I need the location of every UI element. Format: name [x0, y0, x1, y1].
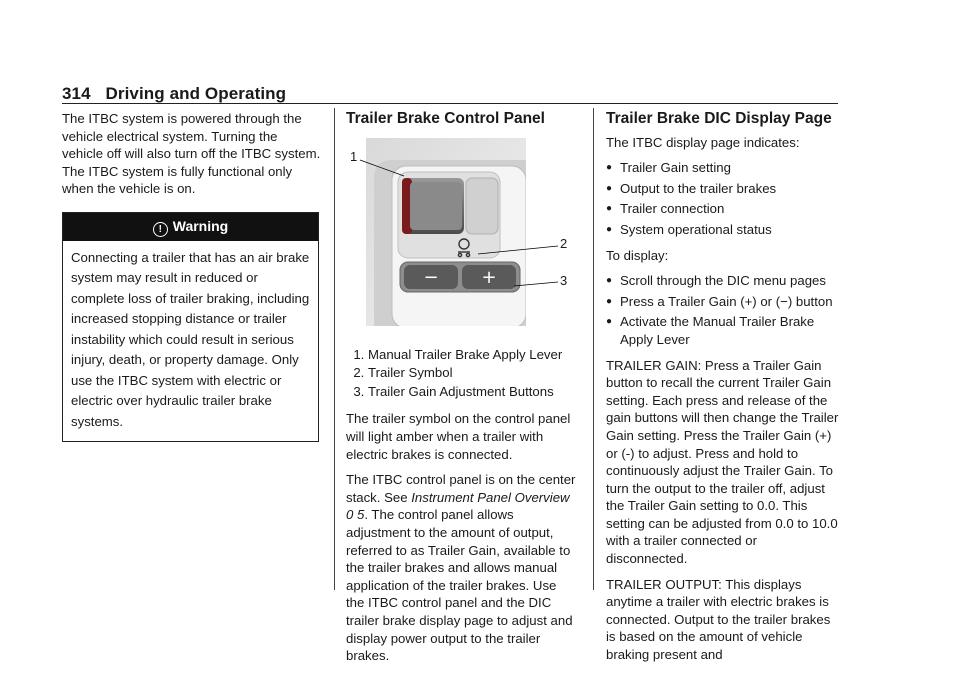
- list-item: ● Trailer connection: [606, 200, 842, 218]
- page-header: [62, 84, 286, 104]
- paragraph-text: . The control panel allows adjustment to the amount of output, referred to as Trailer Gain, available to the trailer brakes and allows manual application of the trailer brakes. Use the ITBC control panel and the DIC trailer brake display page to adjust and display power output to the trailer brakes.: [346, 507, 573, 664]
- callout-lines: [346, 134, 576, 334]
- list-item: ● Scroll through the DIC menu pages: [606, 272, 842, 290]
- instrument-panel-link[interactable]: Instrument Panel Overview: [411, 489, 570, 505]
- intro-paragraph: The ITBC system is powered through the vehicle electrical system. Turning the vehicle off will also turn off the ITBC system. The ITBC system is fully functional only when the vehicle is on.: [62, 111, 321, 197]
- page-number: 314: [62, 84, 91, 103]
- list-item: ● Activate the Manual Trailer Brake Apply Lever: [606, 313, 842, 348]
- list-item: ● Press a Trailer Gain (+) or (−) button: [606, 293, 842, 311]
- to-display-label: To display:: [606, 247, 669, 263]
- callout-2: 2: [560, 235, 568, 251]
- plus-button-label: +: [481, 266, 497, 288]
- paragraph-text: The ITBC control panel is on the center stack. See: [346, 472, 576, 505]
- display-steps-list: [606, 272, 842, 348]
- warning-body: Connecting a trailer that has an air brake system may result in reduced or complete loss of trailer braking, including increased stopping distance or trailer instability which could result in serious injury, death, or property damage. Only use the ITBC system with electric or electric over hydraulic trailer brake systems.: [71, 249, 310, 429]
- warning-box: [62, 212, 319, 443]
- column-3: [606, 110, 842, 672]
- list-item: 2. Trailer Symbol: [368, 364, 578, 382]
- callout-3: 3: [560, 272, 568, 288]
- section-heading-control-panel: Trailer Brake Control Panel: [346, 110, 545, 127]
- column-2: [346, 110, 578, 673]
- trailer-gain-paragraph: TRAILER GAIN: Press a Trailer Gain button to recall the current Trailer Gain setting. Each press and release of the gain buttons will then change the Trailer Gain setting. Press the Trailer Gain (+) or (-) to adjust. Press and hold to continuously adjust the Trailer Gain. To turn the output to the trailer off, adjust the Trailer Gain setting to 0.0. This setting can be adjusted from 0.0 to 10.0 with a trailer connected or disconnected.: [606, 357, 839, 567]
- list-item: ● Trailer Gain setting: [606, 159, 842, 177]
- control-panel-paragraph: [346, 471, 578, 665]
- list-item: 1. Manual Trailer Brake Apply Lever: [368, 346, 578, 364]
- page-reference: 0 5: [346, 507, 365, 523]
- trailer-output-paragraph: TRAILER OUTPUT: This displays anytime a trailer with electric brakes is connected. Output to the trailer brakes is based on the amount of vehicle braking present and: [606, 576, 831, 663]
- minus-button-label: −: [423, 266, 439, 288]
- list-item: ● System operational status: [606, 221, 842, 239]
- trailer-symbol-paragraph: The trailer symbol on the control panel will light amber when a trailer with electric brakes is connected.: [346, 411, 571, 462]
- warning-circle-icon: !: [153, 222, 168, 237]
- column-divider-1: [334, 108, 335, 590]
- header-rule: [62, 103, 838, 104]
- dic-intro: The ITBC display page indicates:: [606, 134, 800, 150]
- warning-title-bar: [63, 213, 318, 241]
- list-item: ● Output to the trailer brakes: [606, 180, 842, 198]
- section-heading-dic-display: Trailer Brake DIC Display Page: [606, 110, 832, 127]
- section-title: Driving and Operating: [105, 84, 287, 103]
- warning-title: Warning: [172, 217, 229, 234]
- indicates-list: [606, 159, 842, 238]
- column-1: [62, 110, 322, 442]
- callout-1: 1: [350, 148, 358, 164]
- control-panel-figure: [346, 134, 576, 334]
- column-divider-2: [593, 108, 594, 590]
- list-item: 3. Trailer Gain Adjustment Buttons: [368, 383, 578, 401]
- figure-legend-list: [346, 346, 578, 401]
